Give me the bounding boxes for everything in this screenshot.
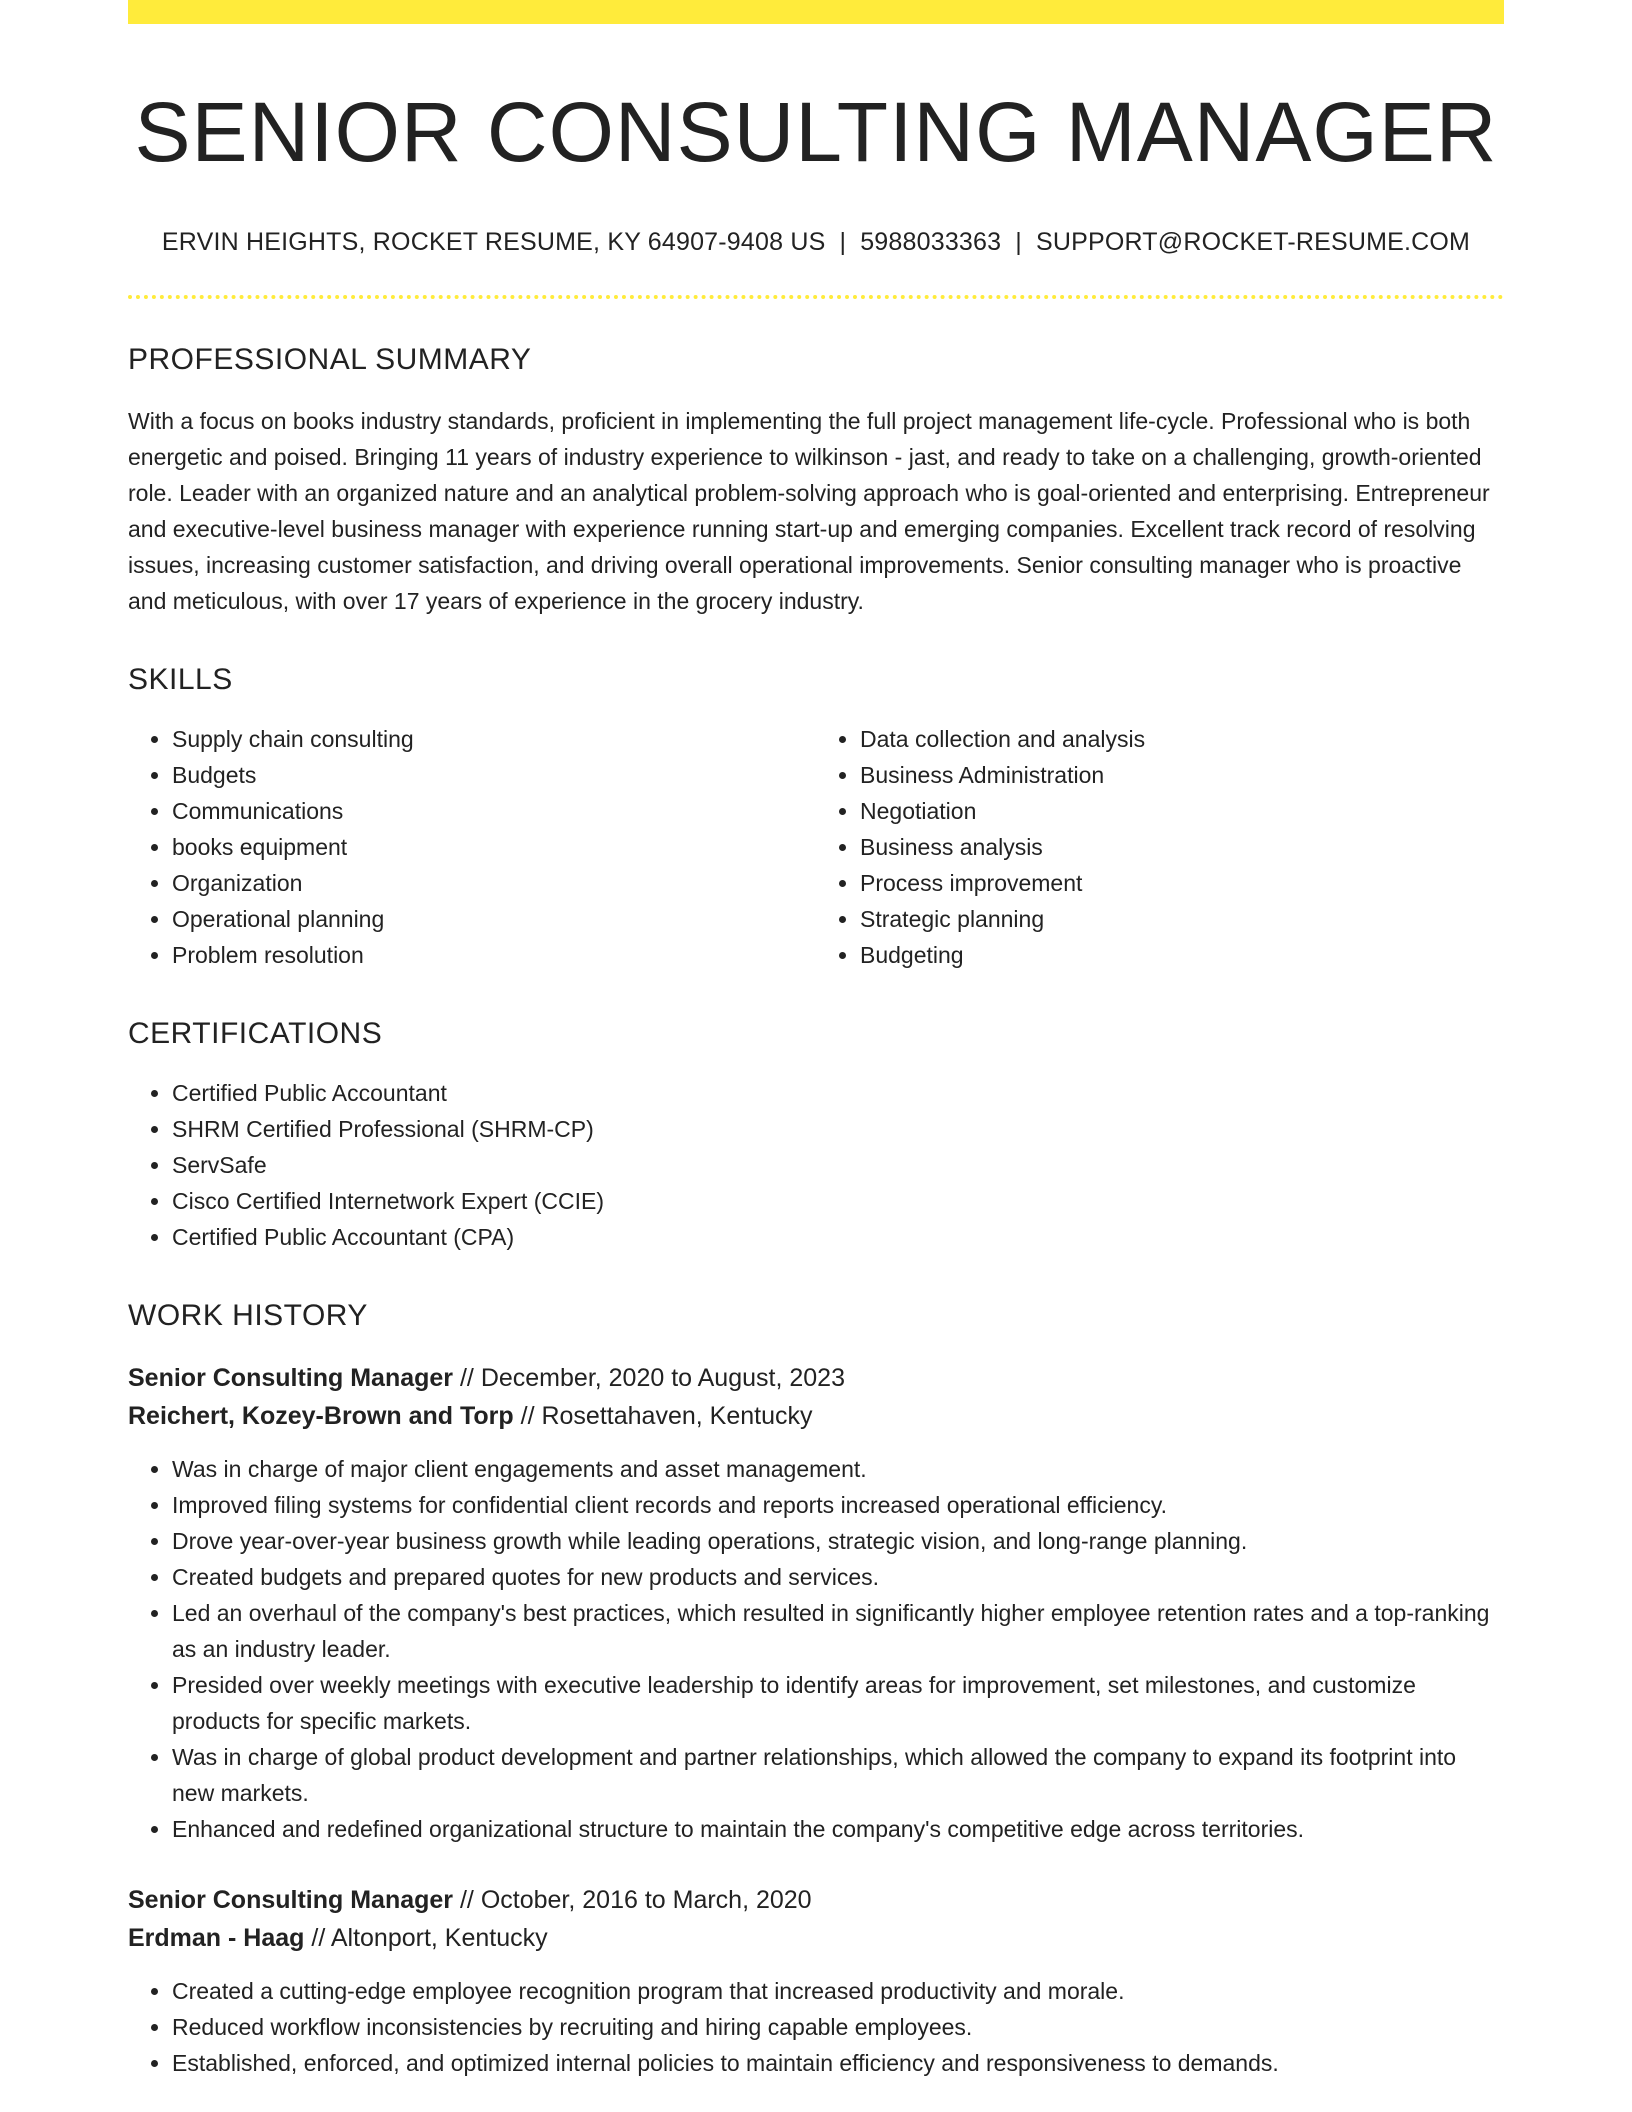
contact-email[interactable]: SUPPORT@ROCKET-RESUME.COM [1035, 228, 1471, 257]
job-title-line [128, 1359, 1504, 1397]
skills-heading: SKILLS [128, 663, 233, 697]
job-company-line [128, 1397, 1504, 1435]
job-bullet: • Drove year-over-year business growth while leading operations, strategic vision, and long-range planning. [172, 1523, 1504, 1559]
contact-separator: | [839, 228, 847, 257]
job-dates: // December, 2020 to August, 2023 [459, 1364, 845, 1393]
job-bullet: • Created a cutting-edge employee recognition program that increased productivity and morale. [172, 1973, 1504, 2009]
job-bullets [128, 1451, 1504, 1847]
job-dates: // October, 2016 to March, 2020 [459, 1886, 812, 1915]
skill-item: • Process improvement [860, 865, 1504, 901]
job-role: Senior Consulting Manager [128, 1886, 454, 1915]
dotted-divider [128, 295, 1504, 299]
resume-page [128, 0, 1504, 2081]
accent-bar [128, 0, 1504, 24]
skill-item: • Strategic planning [860, 901, 1504, 937]
job-bullet: • Reduced workflow inconsistencies by recruiting and hiring capable employees. [172, 2009, 1504, 2045]
skill-item: • books equipment [172, 829, 816, 865]
skill-item: • Organization [172, 865, 816, 901]
job-bullet: • Presided over weekly meetings with executive leadership to identify areas for improvement, set milestones, and customize products for specific markets. [172, 1667, 1504, 1739]
job-location: // Altonport, Kentucky [311, 1924, 548, 1953]
contact-line [128, 228, 1504, 257]
job-entry [128, 1881, 1504, 2081]
skill-item: • Operational planning [172, 901, 816, 937]
job-location: // Rosettahaven, Kentucky [520, 1402, 813, 1431]
job-header [128, 1881, 1504, 1957]
skills-grid [128, 721, 1504, 973]
job-header [128, 1359, 1504, 1435]
job-bullet: • Created budgets and prepared quotes for new products and services. [172, 1559, 1504, 1595]
skill-item: • Communications [172, 793, 816, 829]
contact-separator: | [1015, 228, 1022, 257]
certification-item: • ServSafe [172, 1147, 1504, 1183]
certification-item: • Certified Public Accountant [172, 1075, 1504, 1111]
job-bullets [128, 1973, 1504, 2081]
resume-name: SENIOR CONSULTING MANAGER [134, 85, 1498, 179]
job-company: Erdman - Haag [128, 1924, 305, 1953]
job-company-line [128, 1919, 1504, 1957]
work-history-heading: WORK HISTORY [128, 1299, 368, 1333]
job-bullet: • Enhanced and redefined organizational structure to maintain the company's competitive edge across territories. [172, 1811, 1504, 1847]
job-role: Senior Consulting Manager [128, 1364, 454, 1393]
job-entry [128, 1359, 1504, 1847]
skill-item: • Business Administration [860, 757, 1504, 793]
contact-phone[interactable]: 5988033363 [860, 228, 1002, 257]
skill-item: • Problem resolution [172, 937, 816, 973]
skills-left-list [128, 721, 816, 973]
summary-text: With a focus on books industry standards, proficient in implementing the full project management life-cycle. Professional who is both energetic and poised. Bringing 11 years of industry experience to wilkinson - jast, and ready to take on a challenging, growth-oriented role. Leader with an organized nature and an analytical problem-solving approach who is goal-oriented and enterprising. Entrepreneur and executive-level business manager with experience running start-up and emerging companies. Excellent track record of resolving issues, increasing customer satisfaction, and driving overall operational improvements. Senior consulting manager who is proactive and meticulous, with over 17 years of experience in the grocery industry. [128, 408, 1490, 615]
certification-item: • Cisco Certified Internetwork Expert (CCIE) [172, 1183, 1504, 1219]
certifications-heading: CERTIFICATIONS [128, 1017, 383, 1051]
skill-item: • Business analysis [860, 829, 1504, 865]
skill-item: • Supply chain consulting [172, 721, 816, 757]
job-company: Reichert, Kozey-Brown and Torp [128, 1402, 514, 1431]
summary-heading: PROFESSIONAL SUMMARY [128, 343, 532, 377]
job-bullet: • Was in charge of major client engagements and asset management. [172, 1451, 1504, 1487]
skill-item: • Budgeting [860, 937, 1504, 973]
job-bullet: • Established, enforced, and optimized internal policies to maintain efficiency and responsiveness to demands. [172, 2045, 1504, 2081]
certifications-list [128, 1075, 1504, 1255]
skill-item: • Negotiation [860, 793, 1504, 829]
skill-item: • Budgets [172, 757, 816, 793]
skill-item: • Data collection and analysis [860, 721, 1504, 757]
skills-right-list [816, 721, 1504, 973]
job-bullet: • Improved filing systems for confidential client records and reports increased operational efficiency. [172, 1487, 1504, 1523]
job-bullet: • Led an overhaul of the company's best practices, which resulted in significantly higher employee retention rates and a top-ranking as an industry leader. [172, 1595, 1504, 1667]
certification-item: • Certified Public Accountant (CPA) [172, 1219, 1504, 1255]
job-bullet: • Was in charge of global product development and partner relationships, which allowed the company to expand its footprint into new markets. [172, 1739, 1504, 1811]
contact-address: ERVIN HEIGHTS, ROCKET RESUME, KY 64907-9408 US [161, 228, 826, 257]
certification-item: • SHRM Certified Professional (SHRM-CP) [172, 1111, 1504, 1147]
job-title-line [128, 1881, 1504, 1919]
